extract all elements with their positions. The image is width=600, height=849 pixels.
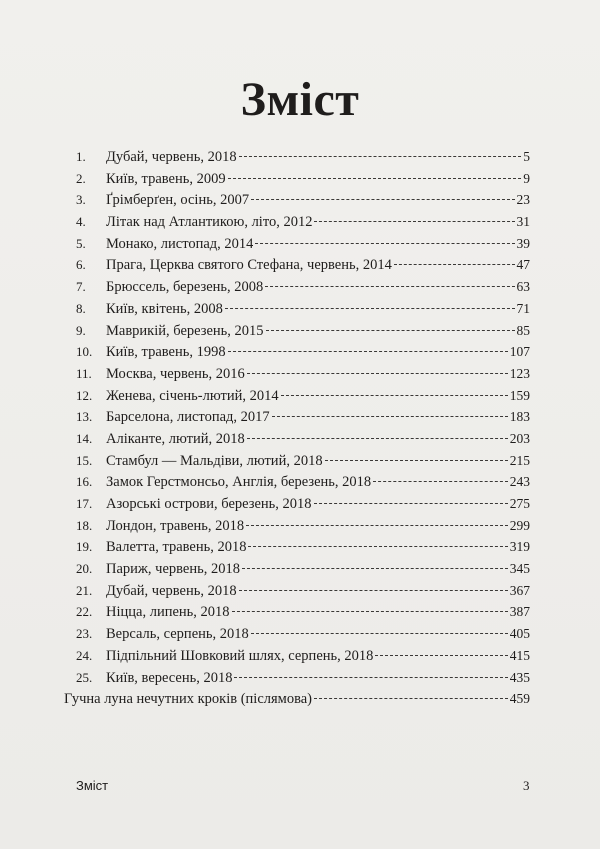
toc-entry	[76, 211, 530, 233]
toc-entry-number: 21.	[76, 582, 93, 598]
toc-entry-afterword	[64, 688, 530, 710]
dot-leader	[394, 264, 515, 265]
toc-entry	[76, 189, 530, 211]
toc-entry-page: 159	[509, 387, 530, 403]
dot-leader	[251, 633, 508, 634]
dot-leader	[255, 243, 514, 244]
toc-entry-page: 243	[509, 474, 530, 490]
dot-leader	[314, 698, 508, 699]
toc-entry-title: Аліканте, лютий, 2018	[106, 430, 245, 447]
table-of-contents	[64, 146, 530, 710]
page-number: 3	[523, 778, 530, 793]
toc-entry-title: Маврикій, березень, 2015	[106, 322, 264, 339]
toc-entry-page: 435	[509, 669, 530, 685]
toc-entry	[76, 363, 530, 385]
toc-entry-page: 215	[509, 452, 530, 468]
toc-entry-number: 4.	[76, 214, 86, 230]
toc-entry-number: 6.	[76, 257, 86, 273]
toc-entry-number: 17.	[76, 496, 93, 511]
toc-entry-title: Гучна луна нечутних кроків (післямова)	[64, 691, 313, 708]
dot-leader	[247, 373, 508, 374]
running-footer-label: Зміст	[76, 778, 109, 793]
toc-entry-number: 14.	[76, 430, 93, 446]
toc-entry-page: 9	[523, 170, 530, 186]
dot-leader	[314, 221, 514, 222]
dot-leader	[234, 677, 507, 678]
toc-entry	[76, 645, 530, 667]
toc-entry	[76, 406, 530, 428]
toc-entry-number: 19.	[76, 539, 93, 555]
dot-leader	[373, 481, 508, 482]
toc-entry	[76, 254, 530, 276]
toc-entry-page: 85	[516, 322, 530, 338]
toc-entry	[76, 558, 530, 580]
toc-entry-number: 7.	[76, 279, 86, 295]
toc-entry	[76, 493, 530, 515]
dot-leader	[266, 330, 515, 331]
toc-entry	[76, 667, 530, 689]
toc-entry	[76, 623, 530, 645]
toc-entry-page: 387	[509, 604, 530, 620]
toc-entry	[76, 146, 530, 168]
dot-leader	[281, 395, 508, 396]
toc-entry-page: 319	[509, 539, 530, 555]
toc-entry-title: Замок Герстмонсьо, Англія, березень, 2018	[106, 474, 372, 491]
toc-entry-title: Лондон, травень, 2018	[106, 517, 245, 534]
toc-entry-number: 9.	[76, 322, 86, 338]
toc-entry	[76, 276, 530, 298]
toc-entry-title: Літак над Атлантикою, літо, 2012	[106, 214, 313, 231]
toc-entry	[76, 320, 530, 342]
toc-entry-title: Брюссель, березень, 2008	[106, 279, 264, 296]
toc-entry-title: Київ, травень, 2009	[106, 170, 226, 187]
toc-entry-title: Валетта, травень, 2018	[106, 539, 247, 556]
toc-entry-title: Барселона, листопад, 2017	[106, 409, 270, 426]
toc-entry	[76, 580, 530, 602]
toc-entry-page: 203	[509, 430, 530, 446]
toc-entry-number: 11.	[76, 365, 92, 381]
dot-leader	[272, 416, 508, 417]
dot-leader	[232, 611, 508, 612]
toc-entry-number: 22.	[76, 604, 93, 620]
toc-entry-page: 183	[509, 409, 530, 425]
toc-entry-title: Київ, квітень, 2008	[106, 300, 223, 317]
toc-entry-page: 5	[523, 149, 530, 164]
toc-entry-title: Москва, червень, 2016	[106, 365, 245, 382]
dot-leader	[251, 199, 514, 200]
toc-entry-page: 123	[509, 365, 530, 381]
toc-entry-title: Прага, Церква святого Стефана, червень, 2014	[106, 257, 392, 274]
toc-entry-page: 459	[509, 691, 530, 707]
toc-entry-number: 16.	[76, 474, 93, 490]
dot-leader	[242, 568, 508, 569]
toc-entry	[76, 450, 530, 472]
dot-leader	[246, 525, 508, 526]
toc-entry-title: Дубай, червень, 2018	[106, 582, 237, 599]
dot-leader	[265, 286, 514, 287]
toc-entry-page: 299	[509, 517, 530, 533]
toc-entry	[76, 601, 530, 623]
dot-leader	[228, 351, 508, 352]
toc-entry-page: 345	[509, 561, 530, 577]
toc-entry	[76, 471, 530, 493]
toc-entry	[76, 233, 530, 255]
toc-entry-number: 23.	[76, 626, 93, 642]
dot-leader	[228, 178, 522, 179]
dot-leader	[375, 655, 507, 656]
toc-entry-page: 31	[516, 214, 530, 230]
toc-entry-title: Париж, червень, 2018	[106, 561, 240, 578]
toc-entry	[76, 341, 530, 363]
toc-entry	[76, 515, 530, 537]
toc-entry-number: 2.	[76, 170, 86, 186]
toc-entry-number: 18.	[76, 517, 93, 533]
toc-entry	[76, 385, 530, 407]
dot-leader	[248, 546, 507, 547]
toc-entry-number: 25.	[76, 669, 93, 685]
toc-entry-title: Стамбул — Мальдіви, лютий, 2018	[106, 452, 323, 469]
toc-entry	[76, 536, 530, 558]
toc-entry-number: 12.	[76, 387, 93, 403]
toc-entry	[76, 298, 530, 320]
dot-leader	[325, 460, 508, 461]
toc-entry-page: 367	[509, 582, 530, 598]
toc-entry-title: Ґрімберґен, осінь, 2007	[106, 192, 250, 209]
toc-entry-title: Підпільний Шовковий шлях, серпень, 2018	[106, 647, 374, 664]
page-title: Зміст	[240, 73, 360, 126]
toc-entry-number: 24.	[76, 647, 93, 663]
toc-entry-number: 10.	[76, 344, 93, 360]
dot-leader	[314, 503, 508, 504]
toc-entry-number: 3.	[76, 192, 86, 208]
toc-entry-page: 275	[509, 496, 530, 511]
toc-entry-number: 5.	[76, 235, 86, 251]
toc-entry-title: Азорські острови, березень, 2018	[106, 496, 312, 512]
toc-entry-title: Київ, травень, 1998	[106, 344, 226, 361]
dot-leader	[247, 438, 508, 439]
dot-leader	[239, 156, 522, 157]
toc-entry-page: 415	[509, 647, 530, 663]
toc-entry-title: Версаль, серпень, 2018	[106, 626, 249, 643]
toc-entry-page: 71	[516, 300, 530, 316]
toc-entry	[76, 428, 530, 450]
toc-entry-page: 63	[516, 279, 530, 295]
toc-entry-number: 13.	[76, 409, 93, 425]
toc-entry-page: 47	[516, 257, 530, 273]
toc-entry-title: Монако, листопад, 2014	[106, 235, 254, 252]
toc-entry-page: 405	[509, 626, 530, 642]
toc-entry-number: 15.	[76, 452, 93, 468]
toc-entry-number: 20.	[76, 561, 93, 577]
toc-entry-page: 39	[516, 235, 530, 251]
toc-entry-number: 1.	[76, 149, 86, 164]
toc-entry-title: Київ, вересень, 2018	[106, 669, 233, 686]
toc-entry-page: 23	[516, 192, 530, 208]
dot-leader	[239, 590, 508, 591]
dot-leader	[225, 308, 515, 309]
toc-entry	[76, 168, 530, 190]
toc-entry-number: 8.	[76, 300, 86, 316]
toc-entry-title: Дубай, червень, 2018	[106, 149, 237, 165]
toc-entry-title: Ніцца, липень, 2018	[106, 604, 230, 621]
toc-entry-title: Женева, січень-лютий, 2014	[106, 387, 279, 404]
toc-entry-page: 107	[509, 344, 530, 360]
